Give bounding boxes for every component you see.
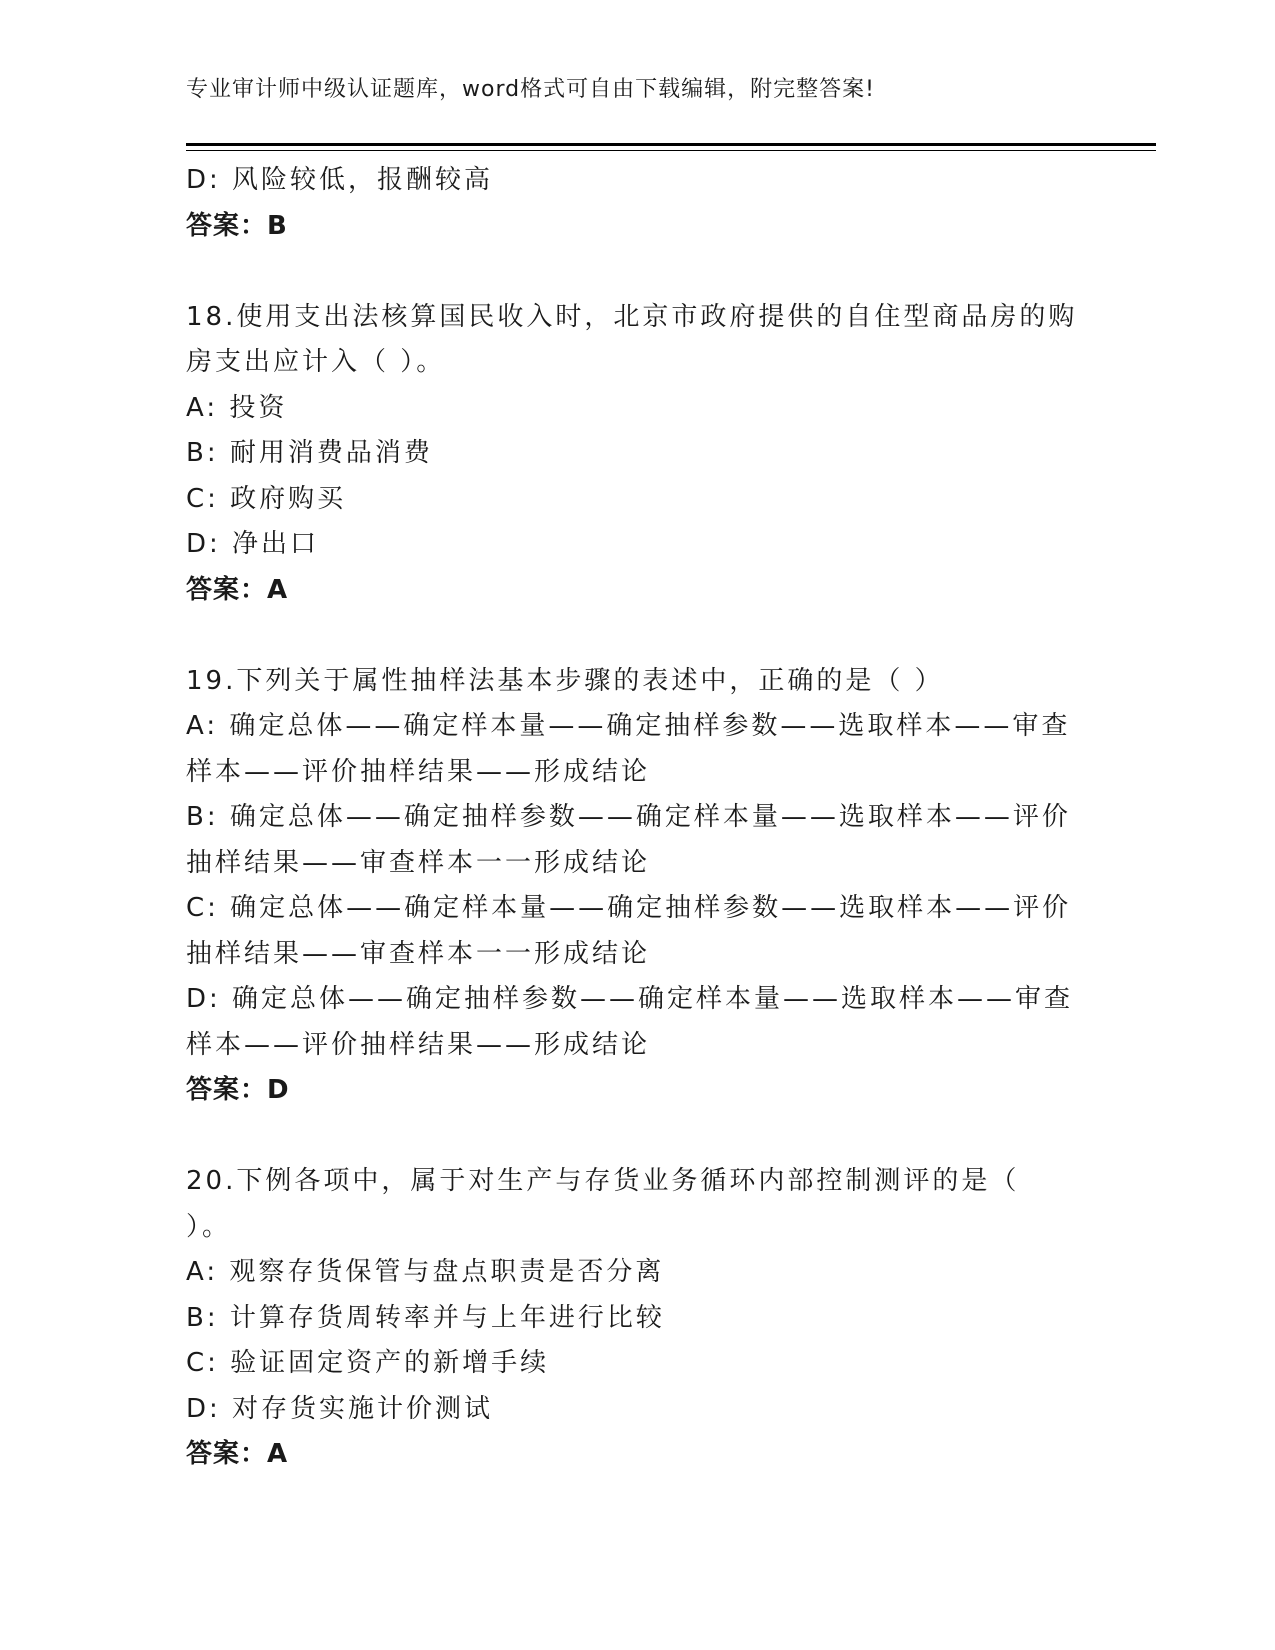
- answer-line: 答案：A: [186, 574, 289, 605]
- header-rule-thin: [186, 150, 1156, 151]
- answer-line: 答案：D: [186, 1075, 290, 1105]
- option-a: A: 确定总体——确定样本量——确定抽样参数——选取样本——审查: [186, 711, 1071, 741]
- question-stem-continued: 房支出应计入（ ）。: [186, 347, 446, 377]
- option-b-continued: 抽样结果——审查样本一一形成结论: [186, 847, 651, 878]
- option-c: C: 确定总体——确定样本量——确定抽样参数——选取样本——评价: [186, 893, 1072, 923]
- question-18: [186, 295, 1086, 614]
- question-stem-continued: ）。: [186, 1211, 232, 1242]
- option-b: B: 耐用消费品消费: [186, 438, 433, 468]
- page-header-text: 专业审计师中级认证题库，word格式可自由下载编辑，附完整答案!: [186, 77, 875, 102]
- option-a: A: 观察存货保管与盘点职责是否分离: [186, 1257, 665, 1287]
- option-c-continued: 抽样结果——审查样本一一形成结论: [186, 938, 651, 969]
- option-c: C: 政府购买: [186, 483, 347, 514]
- header-rule-thick: [186, 143, 1156, 146]
- answer-line: 答案：A: [186, 1439, 289, 1469]
- option-a-continued: 样本——评价抽样结果——形成结论: [186, 756, 651, 787]
- option-d: D: 风险较低，报酬较高: [186, 165, 494, 195]
- question-19: [186, 659, 1086, 1114]
- spacer: [186, 1114, 1086, 1160]
- option-a: A: 投资: [186, 392, 288, 423]
- spacer: [186, 249, 1086, 295]
- option-d: D: 确定总体——确定抽样参数——确定样本量——选取样本——审查: [186, 984, 1074, 1014]
- question-stem: 19.下列关于属性抽样法基本步骤的表述中，正确的是（ ）: [186, 665, 944, 696]
- option-d: D: 净出口: [186, 529, 320, 559]
- option-b: B: 计算存货周转率并与上年进行比较: [186, 1302, 665, 1333]
- question-20: [186, 1159, 1086, 1478]
- document-body: [186, 158, 1086, 1478]
- option-c: C: 验证固定资产的新增手续: [186, 1348, 550, 1378]
- option-b: B: 确定总体——确定抽样参数——确定样本量——选取样本——评价: [186, 802, 1071, 832]
- previous-question-tail: [186, 158, 1086, 249]
- answer-line: 答案：B: [186, 210, 288, 241]
- option-d-continued: 样本——评价抽样结果——形成结论: [186, 1029, 651, 1060]
- question-stem: 18.使用支出法核算国民收入时，北京市政府提供的自住型商品房的购: [186, 301, 1078, 332]
- question-stem: 20.下例各项中，属于对生产与存货业务循环内部控制测评的是（: [186, 1166, 1020, 1196]
- spacer: [186, 613, 1086, 659]
- option-d: D: 对存货实施计价测试: [186, 1393, 494, 1424]
